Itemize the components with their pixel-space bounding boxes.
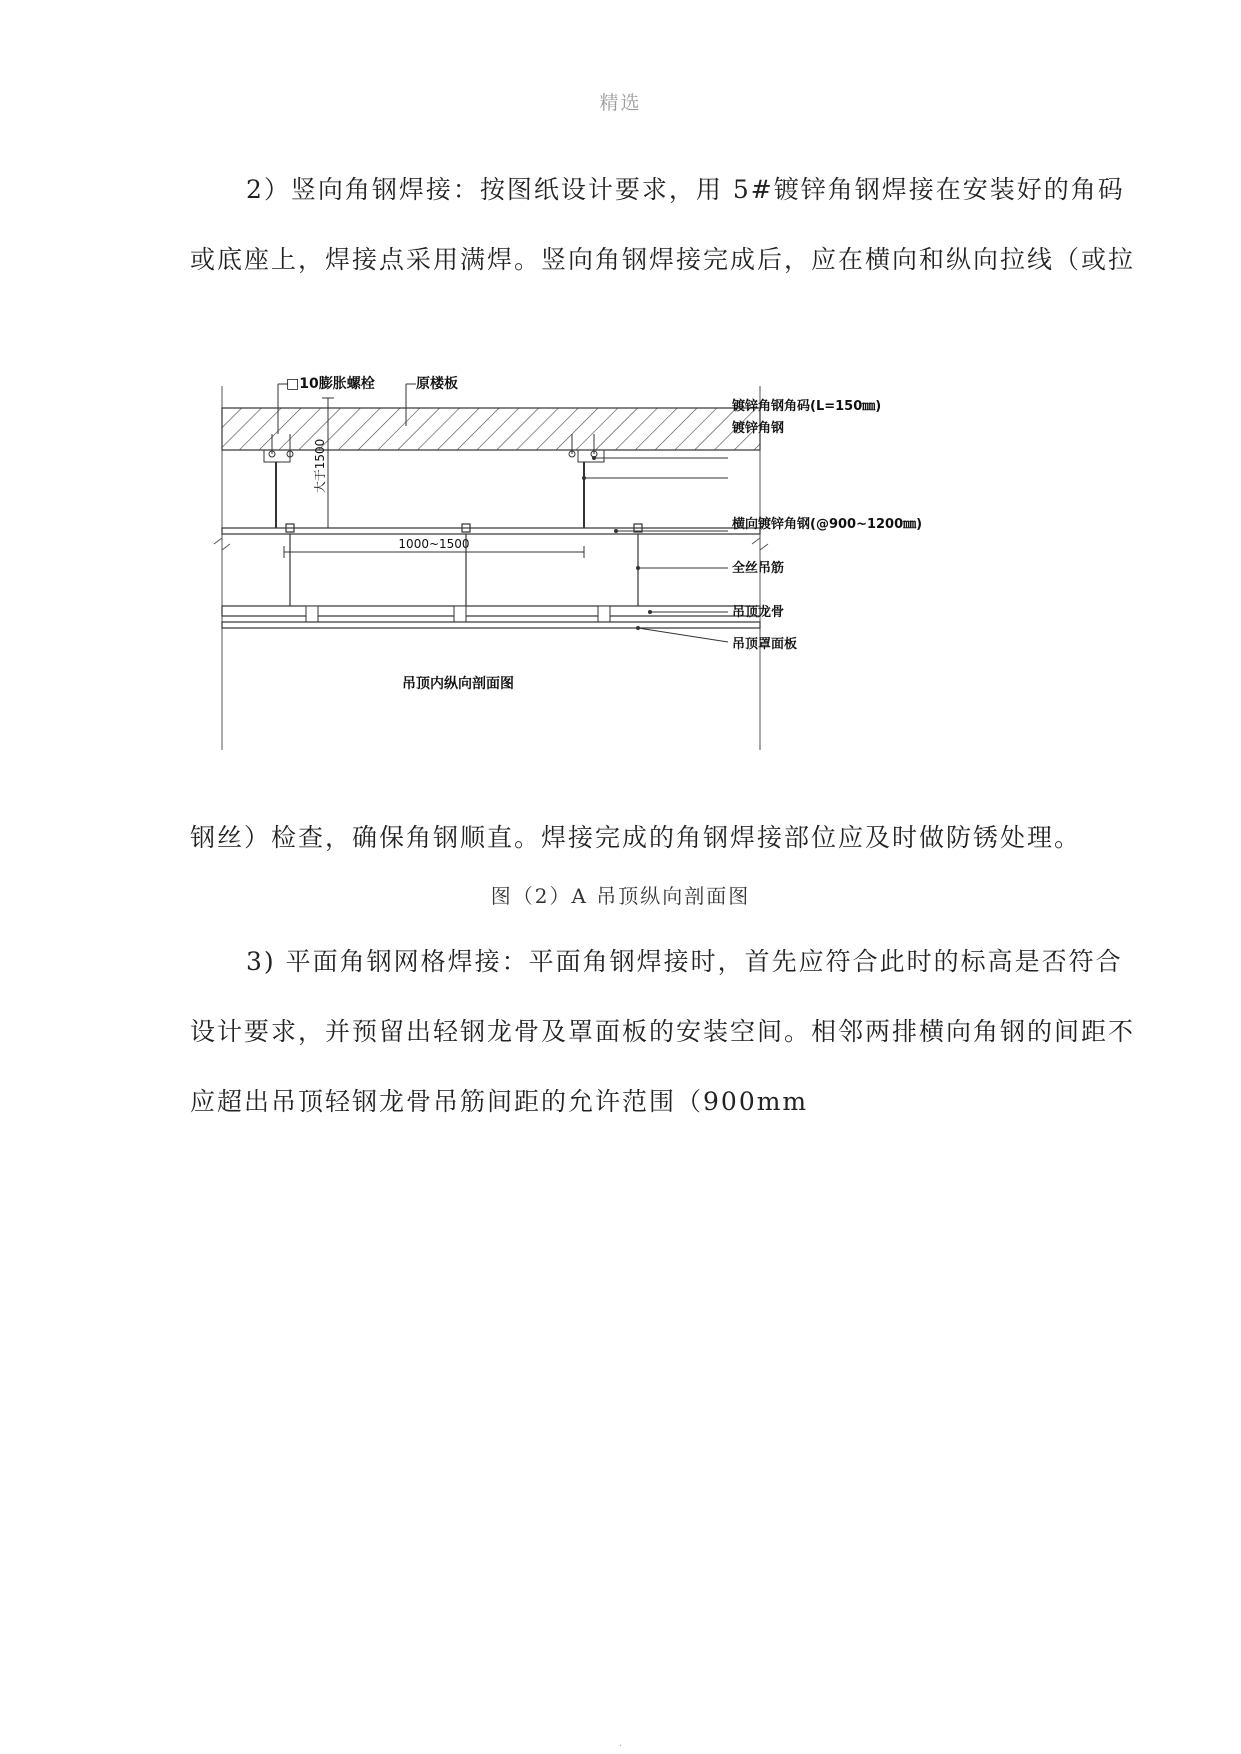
label-horizontal-steel: 横向镀锌角钢(@900~1200㎜) [732, 517, 923, 532]
label-corner-code: 镀锌角钢角码(L=150㎜) [732, 399, 882, 414]
dim-vertical-label: 大于1500 [313, 438, 327, 494]
figure-caption: 图（2）A 吊顶纵向剖面图 [490, 884, 751, 908]
label-expansion-bolt: □10膨胀螺栓 [286, 376, 375, 392]
label-panel: 吊顶罩面板 [732, 637, 798, 652]
paragraph-3-line-3: 应超出吊顶轻钢龙骨吊筋间距的允许范围（900mm [190, 1087, 809, 1116]
corner-bracket-left [264, 450, 290, 462]
ceiling-panel [222, 622, 760, 628]
label-original-slab: 原楼板 [416, 376, 458, 392]
keel-clips [306, 606, 610, 622]
ceiling-section-diagram [200, 370, 1040, 770]
paragraph-3-line-1: 3) 平面角钢网格焊接：平面角钢焊接时，首先应符合此时的标高是否符合 [246, 947, 1123, 976]
right-break-mark [752, 538, 768, 550]
paragraph-2-line-2: 或底座上，焊接点采用满焊。竖向角钢焊接完成后，应在横向和纵向拉线（或拉 [190, 245, 1136, 274]
footer-mark: . [618, 1738, 623, 1749]
left-break-mark [214, 538, 230, 550]
label-angle-steel: 镀锌角钢 [732, 421, 785, 436]
label-keel: 吊顶龙骨 [732, 605, 785, 620]
paragraph-3-line-2: 设计要求，并预留出轻钢龙骨及罩面板的安装空间。相邻两排横向角钢的间距不 [190, 1017, 1136, 1046]
ceiling-keel [222, 606, 760, 616]
dim-horizontal-label: 1000~1500 [398, 537, 470, 551]
label-hanger-rod: 全丝吊筋 [732, 561, 785, 576]
paragraph-2-line-3: 钢丝）检查，确保角钢顺直。焊接完成的角钢焊接部位应及时做防锈处理。 [190, 823, 1082, 852]
corner-bracket-right [578, 450, 604, 462]
floor-slab [222, 408, 760, 450]
paragraph-2-line-1: 2）竖向角钢焊接：按图纸设计要求，用 5#镀锌角钢焊接在安装好的角码 [246, 175, 1125, 204]
page-header: 精选 [599, 92, 642, 114]
figure-title: 吊顶内纵向剖面图 [402, 676, 514, 692]
